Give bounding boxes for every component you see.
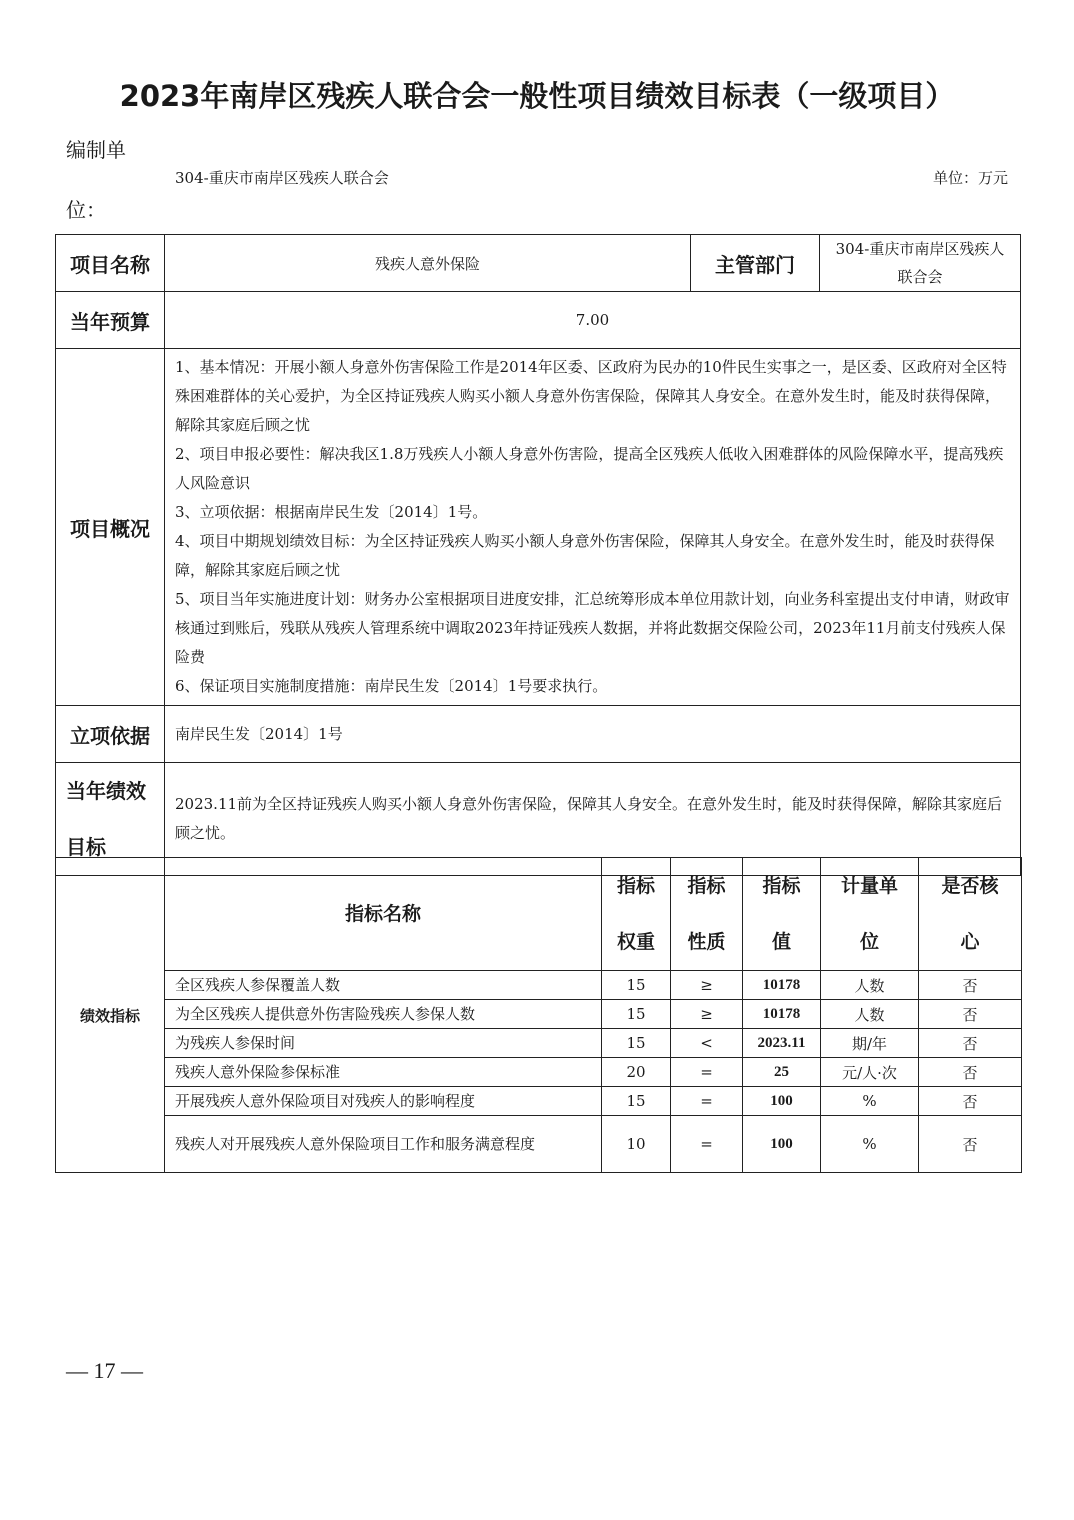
table-row bbox=[56, 1000, 1022, 1029]
document-title: 2023年南岸区残疾人联合会一般性项目绩效目标表（一级项目） bbox=[119, 79, 955, 113]
department-value: 304-重庆市南岸区残疾人联合会 bbox=[820, 235, 1021, 292]
indicator-nature: = bbox=[671, 1058, 743, 1087]
header-indicator-name: 指标名称 bbox=[165, 858, 602, 971]
compiling-unit-label-cont: 位： bbox=[66, 198, 106, 222]
department-label: 主管部门 bbox=[691, 235, 820, 292]
table-row bbox=[56, 971, 1022, 1000]
header-core bbox=[919, 858, 1022, 971]
overview-content bbox=[165, 349, 1021, 706]
currency-unit: 单位：万元 bbox=[932, 169, 1008, 187]
header-core-line1: 是否核 bbox=[941, 875, 999, 897]
compiling-unit-label: 编制单 bbox=[66, 138, 126, 162]
header-value bbox=[743, 858, 821, 971]
indicator-weight: 15 bbox=[602, 1029, 671, 1058]
indicator-weight: 15 bbox=[602, 1000, 671, 1029]
header-value-line1: 指标 bbox=[762, 875, 801, 897]
indicator-value: 25 bbox=[743, 1058, 821, 1087]
header-core-line2: 心 bbox=[960, 931, 980, 953]
indicator-name: 全区残疾人参保覆盖人数 bbox=[165, 971, 602, 1000]
indicator-name: 为全区残疾人提供意外伤害险残疾人参保人数 bbox=[165, 1000, 602, 1029]
indicator-core: 否 bbox=[919, 1058, 1022, 1087]
overview-label: 项目概况 bbox=[56, 349, 165, 706]
table-row bbox=[56, 1058, 1022, 1087]
indicator-core: 否 bbox=[919, 1000, 1022, 1029]
annual-goal-value: 2023.11前为全区持证残疾人购买小额人身意外伤害保险，保障其人身安全。在意外发生时，能及时获得保障，解除其家庭后顾之忧。 bbox=[165, 763, 1021, 876]
indicator-nature: ≥ bbox=[671, 1000, 743, 1029]
overview-line: 6、保证项目实施制度措施：南岸民生发〔2014〕1号要求执行。 bbox=[175, 677, 608, 695]
indicator-core: 否 bbox=[919, 1029, 1022, 1058]
overview-line: 3、立项依据：根据南岸民生发〔2014〕1号。 bbox=[175, 503, 488, 521]
header-weight bbox=[602, 858, 671, 971]
performance-indicators-table bbox=[55, 857, 1022, 1173]
project-info-table bbox=[55, 234, 1021, 876]
header-weight-line1: 指标 bbox=[616, 875, 655, 897]
page-number: — 17 — bbox=[66, 1358, 143, 1383]
indicator-core: 否 bbox=[919, 1116, 1022, 1173]
indicator-name: 开展残疾人意外保险项目对残疾人的影响程度 bbox=[165, 1087, 602, 1116]
project-name-value: 残疾人意外保险 bbox=[165, 235, 691, 292]
header-nature-line1: 指标 bbox=[687, 875, 726, 897]
indicator-value: 10178 bbox=[743, 1000, 821, 1029]
indicator-nature: ≥ bbox=[671, 971, 743, 1000]
indicator-value: 100 bbox=[743, 1116, 821, 1173]
header-nature-line2: 性质 bbox=[687, 931, 726, 953]
indicator-core: 否 bbox=[919, 971, 1022, 1000]
project-name-label: 项目名称 bbox=[56, 235, 165, 292]
compiling-unit-value: 304-重庆市南岸区残疾人联合会 bbox=[175, 169, 389, 187]
indicator-unit: % bbox=[821, 1116, 919, 1173]
indicator-weight: 15 bbox=[602, 971, 671, 1000]
overview-line: 5、项目当年实施进度计划：财务办公室根据项目进度安排，汇总统筹形成本单位用款计划，向业务科室提出支付申请，财政审核通过到账后，残联从残疾人管理系统中调取2023年持证残疾人数据，并将此数据交保险公司，2023年11月前支付残疾人保险费 bbox=[175, 590, 1010, 666]
header-nature bbox=[671, 858, 743, 971]
overview-line: 4、项目中期规划绩效目标：为全区持证残疾人购买小额人身意外伤害保险，保障其人身安全。在意外发生时，能及时获得保障，解除其家庭后顾之忧 bbox=[175, 532, 995, 579]
header-weight-line2: 权重 bbox=[616, 931, 655, 953]
indicator-unit: % bbox=[821, 1087, 919, 1116]
table-row bbox=[56, 1116, 1022, 1173]
budget-value: 7.00 bbox=[165, 292, 1021, 349]
indicator-nature: < bbox=[671, 1029, 743, 1058]
basis-label: 立项依据 bbox=[56, 706, 165, 763]
basis-value: 南岸民生发〔2014〕1号 bbox=[165, 706, 1021, 763]
indicator-nature: = bbox=[671, 1116, 743, 1173]
indicator-weight: 20 bbox=[602, 1058, 671, 1087]
header-unit bbox=[821, 858, 919, 971]
indicator-value: 100 bbox=[743, 1087, 821, 1116]
header-unit-line1: 计量单 bbox=[840, 875, 898, 897]
indicator-unit: 人数 bbox=[821, 971, 919, 1000]
table-row bbox=[56, 1029, 1022, 1058]
indicator-weight: 10 bbox=[602, 1116, 671, 1173]
header-value-line2: 值 bbox=[771, 931, 791, 953]
indicator-unit: 元/人·次 bbox=[821, 1058, 919, 1087]
indicator-nature: = bbox=[671, 1087, 743, 1116]
indicator-unit: 人数 bbox=[821, 1000, 919, 1029]
overview-line: 1、基本情况：开展小额人身意外伤害保险工作是2014年区委、区政府为民办的10件民生实事之一，是区委、区政府对全区特殊困难群体的关心爱护，为全区持证残疾人购买小额人身意外伤害保险，保障其人身安全。在意外发生时，能及时获得保障，解除其家庭后顾之忧 bbox=[175, 358, 1007, 434]
indicator-unit: 期/年 bbox=[821, 1029, 919, 1058]
budget-label: 当年预算 bbox=[56, 292, 165, 349]
indicator-core: 否 bbox=[919, 1087, 1022, 1116]
indicator-name: 残疾人对开展残疾人意外保险项目工作和服务满意程度 bbox=[165, 1116, 602, 1173]
performance-section-label: 绩效指标 bbox=[56, 858, 165, 1173]
indicator-name: 残疾人意外保险参保标准 bbox=[165, 1058, 602, 1087]
indicator-weight: 15 bbox=[602, 1087, 671, 1116]
annual-goal-label-line1: 当年绩效 bbox=[66, 779, 146, 803]
header-unit-line2: 位 bbox=[859, 931, 879, 953]
indicator-name: 为残疾人参保时间 bbox=[165, 1029, 602, 1058]
overview-line: 2、项目申报必要性：解决我区1.8万残疾人小额人身意外伤害险，提高全区残疾人低收入困难群体的风险保障水平，提高残疾人风险意识 bbox=[175, 445, 1004, 492]
indicator-value: 2023.11 bbox=[743, 1029, 821, 1058]
table-row bbox=[56, 1087, 1022, 1116]
indicator-value: 10178 bbox=[743, 971, 821, 1000]
annual-goal-label-line2: 目标 bbox=[66, 835, 106, 859]
